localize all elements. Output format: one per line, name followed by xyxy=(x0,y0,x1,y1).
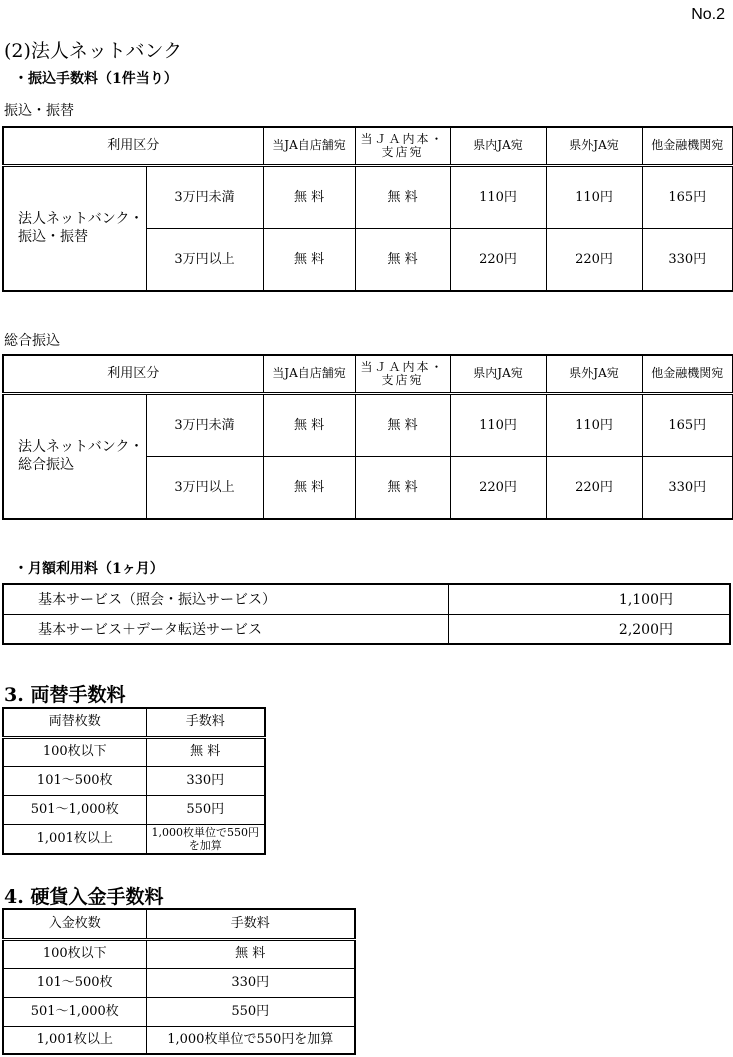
header-category: 利用区分 xyxy=(3,127,263,165)
group-label: 法人ネットバンク・総合振込 xyxy=(3,393,146,519)
bulk-transfer-fee-table xyxy=(2,354,733,520)
range-cell: 3万円未満 xyxy=(146,165,263,228)
fee-cell: 110円 xyxy=(450,393,546,456)
count-cell: 100枚以下 xyxy=(3,939,146,968)
fee-cell: 無 料 xyxy=(263,393,355,456)
fee-cell: 110円 xyxy=(546,165,642,228)
range-cell: 3万円以上 xyxy=(146,228,263,291)
section-title: (2)法人ネットバンク xyxy=(4,40,183,62)
header-count: 両替枚数 xyxy=(3,708,146,737)
fee-cell: 550円 xyxy=(146,997,355,1026)
header-out-pref: 県外JA宛 xyxy=(546,127,642,165)
count-cell: 501～1,000枚 xyxy=(3,795,146,824)
range-cell: 3万円以上 xyxy=(146,456,263,519)
table1-caption: 振込・振替 xyxy=(4,103,74,119)
fee-cell: 無 料 xyxy=(146,939,355,968)
fee-cell: 330円 xyxy=(146,968,355,997)
fee-cell: 無 料 xyxy=(355,228,450,291)
fee-subtitle: ・振込手数料（1件当り） xyxy=(14,71,178,87)
header-other-fi: 他金融機関宛 xyxy=(642,355,733,393)
fee-cell: 165円 xyxy=(642,393,733,456)
count-cell: 501～1,000枚 xyxy=(3,997,146,1026)
header-out-pref: 県外JA宛 xyxy=(546,355,642,393)
fee-cell: 1,000枚単位で550円を加算 xyxy=(146,1026,355,1054)
fee-cell: 330円 xyxy=(642,228,733,291)
transfer-fee-table xyxy=(2,126,733,292)
count-cell: 101～500枚 xyxy=(3,968,146,997)
exchange-title: 3. 両替手数料 xyxy=(4,684,126,706)
fee-cell: 110円 xyxy=(546,393,642,456)
fee-cell: 無 料 xyxy=(263,456,355,519)
header-own-branch: 当JA自店舗宛 xyxy=(263,127,355,165)
header-in-pref: 県内JA宛 xyxy=(450,127,546,165)
coin-title: 4. 硬貨入金手数料 xyxy=(4,886,164,908)
fee-cell: 無 料 xyxy=(263,165,355,228)
fee-cell: 165円 xyxy=(642,165,733,228)
fee-cell: 無 料 xyxy=(146,737,265,766)
header-ja-internal: 当ＪＡ内本・支店宛 xyxy=(355,355,450,393)
header-fee: 手数料 xyxy=(146,909,355,939)
header-count: 入金枚数 xyxy=(3,909,146,939)
fee-cell: 無 料 xyxy=(263,228,355,291)
header-ja-internal: 当ＪＡ内本・支店宛 xyxy=(355,127,450,165)
fee-cell: 220円 xyxy=(546,228,642,291)
page-number: No.2 xyxy=(691,6,725,23)
fee-cell: 220円 xyxy=(450,228,546,291)
count-cell: 1,001枚以上 xyxy=(3,824,146,854)
header-other-fi: 他金融機関宛 xyxy=(642,127,733,165)
monthly-fee-table xyxy=(2,583,731,645)
fee-cell: 1,000枚単位で550円を加算 xyxy=(146,824,265,854)
monthly-fee-cell: 2,200円 xyxy=(448,614,730,644)
fee-cell: 110円 xyxy=(450,165,546,228)
table2-caption: 総合振込 xyxy=(4,333,60,349)
header-in-pref: 県内JA宛 xyxy=(450,355,546,393)
count-cell: 1,001枚以上 xyxy=(3,1026,146,1054)
fee-cell: 550円 xyxy=(146,795,265,824)
service-cell: 基本サービス（照会・振込サービス） xyxy=(3,584,448,614)
header-own-branch: 当JA自店舗宛 xyxy=(263,355,355,393)
range-cell: 3万円未満 xyxy=(146,393,263,456)
fee-cell: 330円 xyxy=(146,766,265,795)
fee-cell: 330円 xyxy=(642,456,733,519)
header-fee: 手数料 xyxy=(146,708,265,737)
coin-deposit-fee-table xyxy=(2,908,356,1055)
service-cell: 基本サービス＋データ転送サービス xyxy=(3,614,448,644)
fee-cell: 無 料 xyxy=(355,456,450,519)
header-category: 利用区分 xyxy=(3,355,263,393)
fee-cell: 220円 xyxy=(546,456,642,519)
monthly-subtitle: ・月額利用料（1ヶ月） xyxy=(14,561,164,577)
group-label: 法人ネットバンク・振込・振替 xyxy=(3,165,146,291)
monthly-fee-cell: 1,100円 xyxy=(448,584,730,614)
count-cell: 100枚以下 xyxy=(3,737,146,766)
count-cell: 101～500枚 xyxy=(3,766,146,795)
exchange-fee-table xyxy=(2,707,266,855)
fee-cell: 220円 xyxy=(450,456,546,519)
fee-cell: 無 料 xyxy=(355,393,450,456)
fee-cell: 無 料 xyxy=(355,165,450,228)
